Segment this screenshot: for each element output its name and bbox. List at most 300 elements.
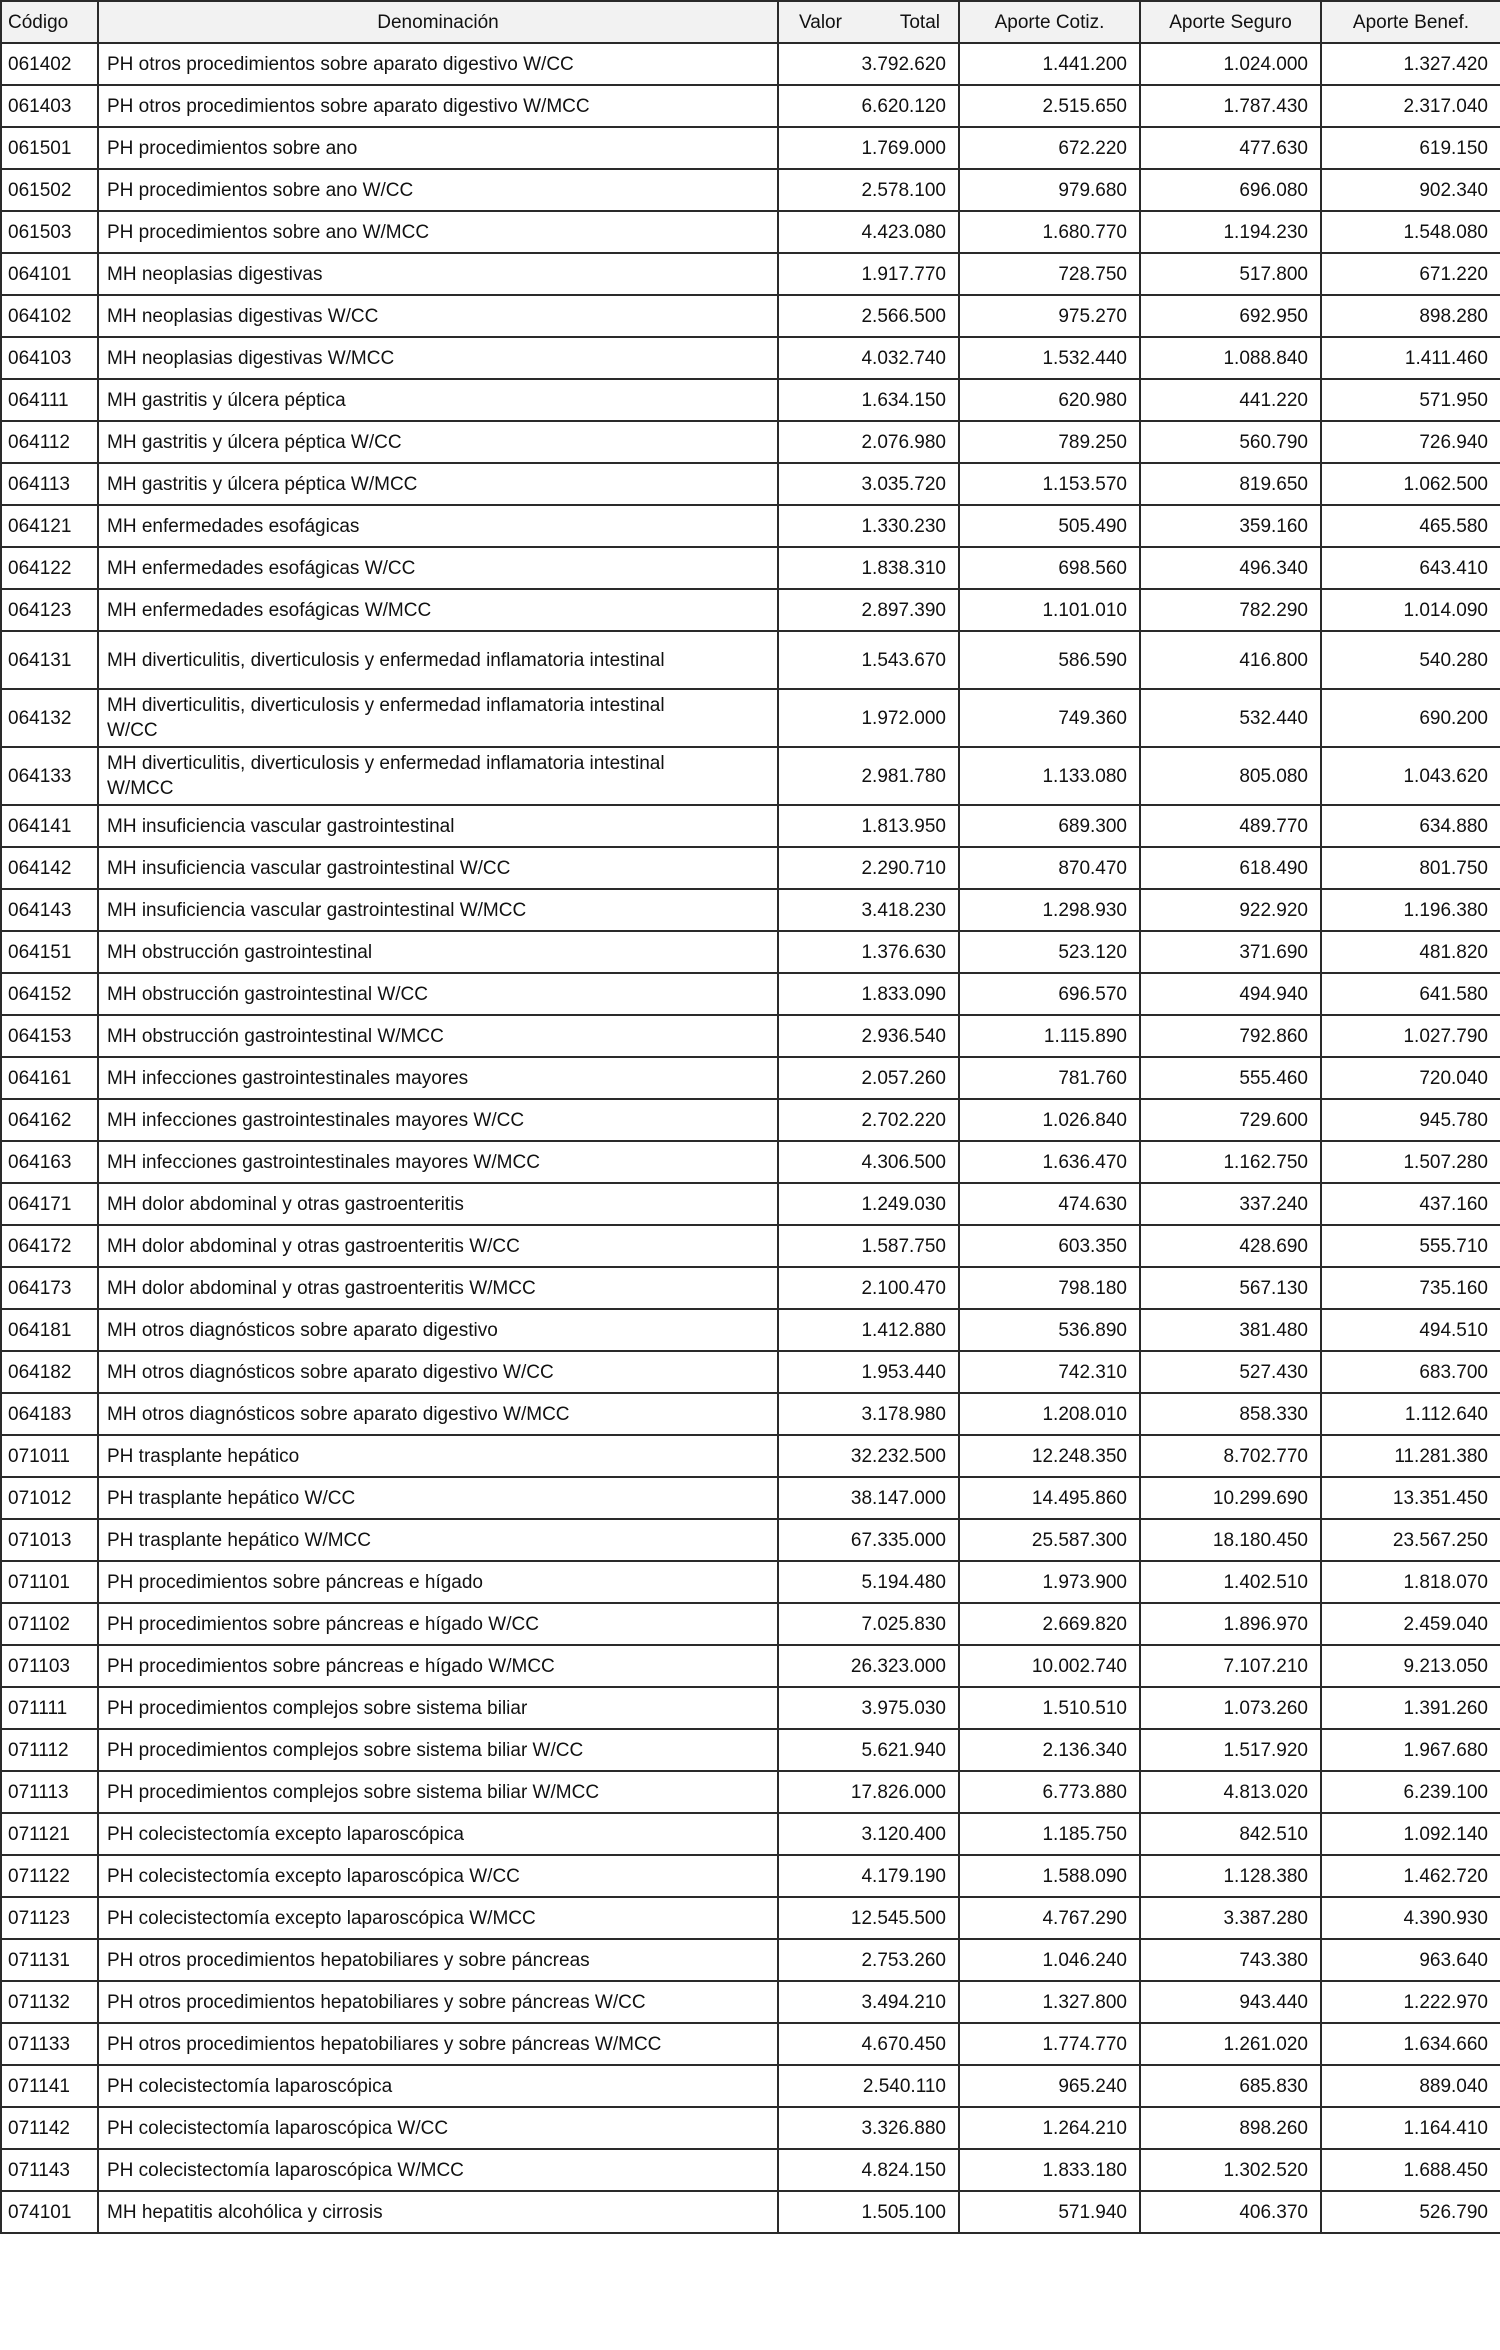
cell-name xyxy=(98,973,778,1015)
cell-seguro: 441.220 xyxy=(1140,379,1321,421)
cell-total: 2.936.540 xyxy=(778,1015,959,1057)
cell-name-text: MH neoplasias digestivas W/CC xyxy=(107,305,379,327)
cell-benef: 465.580 xyxy=(1321,505,1500,547)
cell-seguro: 381.480 xyxy=(1140,1309,1321,1351)
table-row xyxy=(1,805,1500,847)
cell-seguro: 805.080 xyxy=(1140,747,1321,805)
cell-cotiz: 742.310 xyxy=(959,1351,1140,1393)
table-row xyxy=(1,379,1500,421)
cell-benef: 1.507.280 xyxy=(1321,1141,1500,1183)
cell-seguro: 1.194.230 xyxy=(1140,211,1321,253)
cell-cotiz: 965.240 xyxy=(959,2065,1140,2107)
cell-cotiz: 1.101.010 xyxy=(959,589,1140,631)
cell-name xyxy=(98,2065,778,2107)
cell-cotiz: 870.470 xyxy=(959,847,1140,889)
cell-name xyxy=(98,1939,778,1981)
cell-seguro: 898.260 xyxy=(1140,2107,1321,2149)
cell-total: 3.035.720 xyxy=(778,463,959,505)
cell-cotiz: 781.760 xyxy=(959,1057,1140,1099)
cell-seguro: 477.630 xyxy=(1140,127,1321,169)
cell-total: 1.953.440 xyxy=(778,1351,959,1393)
cell-code: 071111 xyxy=(1,1687,98,1729)
table-row xyxy=(1,1939,1500,1981)
cell-name xyxy=(98,547,778,589)
cell-seguro: 527.430 xyxy=(1140,1351,1321,1393)
cell-total: 3.120.400 xyxy=(778,1813,959,1855)
cell-seguro: 1.787.430 xyxy=(1140,85,1321,127)
cell-name-text: PH procedimientos sobre páncreas e hígado xyxy=(107,1571,484,1593)
cell-seguro: 8.702.770 xyxy=(1140,1435,1321,1477)
cell-name-text: PH procedimientos complejos sobre sistema biliar W/CC xyxy=(107,1739,584,1761)
header-row xyxy=(1,1,1500,43)
header-benef: Aporte Benef. xyxy=(1321,1,1500,43)
cell-name-text: PH colecistectomía laparoscópica W/MCC xyxy=(107,2159,464,2181)
cell-name xyxy=(98,295,778,337)
cell-code: 071131 xyxy=(1,1939,98,1981)
cell-name xyxy=(98,1645,778,1687)
cell-name xyxy=(98,1561,778,1603)
cell-total: 4.824.150 xyxy=(778,2149,959,2191)
cell-name-text: PH trasplante hepático xyxy=(107,1445,300,1467)
cell-benef: 690.200 xyxy=(1321,689,1500,747)
table-body xyxy=(1,43,1500,2233)
cell-cotiz: 672.220 xyxy=(959,127,1140,169)
cell-seguro: 1.024.000 xyxy=(1140,43,1321,85)
cell-name-text: MH diverticulitis, diverticulosis y enfermedad inflamatoria intestinal W/MCC xyxy=(107,753,665,799)
cell-benef: 571.950 xyxy=(1321,379,1500,421)
cell-name xyxy=(98,337,778,379)
table-row xyxy=(1,1729,1500,1771)
cell-cotiz: 1.680.770 xyxy=(959,211,1140,253)
cell-code: 064103 xyxy=(1,337,98,379)
cell-cotiz: 689.300 xyxy=(959,805,1140,847)
table-row xyxy=(1,631,1500,689)
cell-seguro: 1.896.970 xyxy=(1140,1603,1321,1645)
cell-seguro: 858.330 xyxy=(1140,1393,1321,1435)
cell-benef: 1.196.380 xyxy=(1321,889,1500,931)
cell-code: 071012 xyxy=(1,1477,98,1519)
cell-name-text: MH gastritis y úlcera péptica xyxy=(107,389,346,411)
cell-name xyxy=(98,2191,778,2233)
cell-cotiz: 1.973.900 xyxy=(959,1561,1140,1603)
cell-total: 1.833.090 xyxy=(778,973,959,1015)
cell-code: 071103 xyxy=(1,1645,98,1687)
cell-cotiz: 1.833.180 xyxy=(959,2149,1140,2191)
cell-total: 26.323.000 xyxy=(778,1645,959,1687)
cell-code: 071133 xyxy=(1,2023,98,2065)
cell-benef: 619.150 xyxy=(1321,127,1500,169)
cell-name-text: PH procedimientos sobre ano W/MCC xyxy=(107,221,430,243)
cell-benef: 1.967.680 xyxy=(1321,1729,1500,1771)
cell-code: 064162 xyxy=(1,1099,98,1141)
cell-total: 2.702.220 xyxy=(778,1099,959,1141)
cell-code: 061503 xyxy=(1,211,98,253)
cell-name-text: MH insuficiencia vascular gastrointestinal W/CC xyxy=(107,857,511,879)
cell-total: 1.376.630 xyxy=(778,931,959,973)
cell-cotiz: 749.360 xyxy=(959,689,1140,747)
cell-total: 2.753.260 xyxy=(778,1939,959,1981)
cell-name xyxy=(98,2023,778,2065)
cell-code: 064142 xyxy=(1,847,98,889)
cell-name-text: MH obstrucción gastrointestinal xyxy=(107,941,373,963)
table-row xyxy=(1,85,1500,127)
cell-benef: 1.014.090 xyxy=(1321,589,1500,631)
header-seguro: Aporte Seguro xyxy=(1140,1,1321,43)
cell-name-text: PH colecistectomía laparoscópica W/CC xyxy=(107,2117,449,2139)
cell-name-text: PH otros procedimientos hepatobiliares y sobre páncreas xyxy=(107,1949,590,1971)
cell-name-text: MH neoplasias digestivas xyxy=(107,263,323,285)
cell-total: 4.670.450 xyxy=(778,2023,959,2065)
cell-name-text: PH procedimientos sobre páncreas e hígado W/MCC xyxy=(107,1655,555,1677)
cell-total: 17.826.000 xyxy=(778,1771,959,1813)
cell-name-text: MH otros diagnósticos sobre aparato digestivo W/CC xyxy=(107,1361,554,1383)
header-total xyxy=(778,1,959,43)
cell-benef: 4.390.930 xyxy=(1321,1897,1500,1939)
cell-benef: 1.043.620 xyxy=(1321,747,1500,805)
cell-name xyxy=(98,1687,778,1729)
cell-total: 2.578.100 xyxy=(778,169,959,211)
cell-name-text: MH obstrucción gastrointestinal W/CC xyxy=(107,983,428,1005)
cell-cotiz: 1.327.800 xyxy=(959,1981,1140,2023)
cell-cotiz: 523.120 xyxy=(959,931,1140,973)
cell-code: 071132 xyxy=(1,1981,98,2023)
table-row xyxy=(1,689,1500,747)
table-row xyxy=(1,43,1500,85)
table-row xyxy=(1,1603,1500,1645)
cell-total: 2.076.980 xyxy=(778,421,959,463)
cell-seguro: 1.088.840 xyxy=(1140,337,1321,379)
cell-code: 064101 xyxy=(1,253,98,295)
cell-total: 3.326.880 xyxy=(778,2107,959,2149)
table-row xyxy=(1,973,1500,1015)
cell-name xyxy=(98,805,778,847)
cell-seguro: 4.813.020 xyxy=(1140,1771,1321,1813)
cell-code: 071121 xyxy=(1,1813,98,1855)
cell-benef: 526.790 xyxy=(1321,2191,1500,2233)
cell-code: 064122 xyxy=(1,547,98,589)
cell-code: 064151 xyxy=(1,931,98,973)
cell-total: 1.330.230 xyxy=(778,505,959,547)
cell-total: 2.290.710 xyxy=(778,847,959,889)
cell-seguro: 7.107.210 xyxy=(1140,1645,1321,1687)
cell-name xyxy=(98,689,778,747)
cell-name-text: PH colecistectomía excepto laparoscópica xyxy=(107,1823,464,1845)
cell-cotiz: 14.495.860 xyxy=(959,1477,1140,1519)
table-row xyxy=(1,1771,1500,1813)
cell-name-text: MH infecciones gastrointestinales mayores W/CC xyxy=(107,1109,525,1131)
cell-name xyxy=(98,1351,778,1393)
cell-code: 071122 xyxy=(1,1855,98,1897)
cell-cotiz: 789.250 xyxy=(959,421,1140,463)
table-row xyxy=(1,1225,1500,1267)
cell-cotiz: 979.680 xyxy=(959,169,1140,211)
cell-cotiz: 2.136.340 xyxy=(959,1729,1140,1771)
cell-benef: 720.040 xyxy=(1321,1057,1500,1099)
cell-benef: 555.710 xyxy=(1321,1225,1500,1267)
cell-benef: 494.510 xyxy=(1321,1309,1500,1351)
cell-code: 064141 xyxy=(1,805,98,847)
cell-name xyxy=(98,847,778,889)
cell-code: 064123 xyxy=(1,589,98,631)
cell-cotiz: 1.532.440 xyxy=(959,337,1140,379)
cell-seguro: 496.340 xyxy=(1140,547,1321,589)
cell-benef: 898.280 xyxy=(1321,295,1500,337)
header-code: Código xyxy=(1,1,98,43)
cell-benef: 13.351.450 xyxy=(1321,1477,1500,1519)
cell-code: 064121 xyxy=(1,505,98,547)
cell-code: 061403 xyxy=(1,85,98,127)
cell-benef: 2.459.040 xyxy=(1321,1603,1500,1645)
table-row xyxy=(1,1099,1500,1141)
table-row xyxy=(1,1435,1500,1477)
cell-benef: 540.280 xyxy=(1321,631,1500,689)
cell-name-text: MH insuficiencia vascular gastrointestinal W/MCC xyxy=(107,899,527,921)
cell-seguro: 494.940 xyxy=(1140,973,1321,1015)
cell-seguro: 428.690 xyxy=(1140,1225,1321,1267)
cell-cotiz: 698.560 xyxy=(959,547,1140,589)
table-row xyxy=(1,211,1500,253)
cell-name xyxy=(98,505,778,547)
table-row xyxy=(1,1477,1500,1519)
table-row xyxy=(1,589,1500,631)
cell-name xyxy=(98,1015,778,1057)
table-header xyxy=(1,1,1500,43)
cell-code: 064131 xyxy=(1,631,98,689)
table-row xyxy=(1,1687,1500,1729)
cell-benef: 945.780 xyxy=(1321,1099,1500,1141)
cell-name-text: PH otros procedimientos sobre aparato digestivo W/CC xyxy=(107,53,574,75)
cell-name-text: MH diverticulitis, diverticulosis y enfermedad inflamatoria intestinal W/CC xyxy=(107,695,665,741)
cell-name-text: MH infecciones gastrointestinales mayores xyxy=(107,1067,469,1089)
cell-benef: 902.340 xyxy=(1321,169,1500,211)
cell-total: 1.634.150 xyxy=(778,379,959,421)
cell-seguro: 782.290 xyxy=(1140,589,1321,631)
cell-code: 061502 xyxy=(1,169,98,211)
cell-total: 32.232.500 xyxy=(778,1435,959,1477)
table-row xyxy=(1,1897,1500,1939)
cell-benef: 671.220 xyxy=(1321,253,1500,295)
cell-benef: 1.688.450 xyxy=(1321,2149,1500,2191)
cell-cotiz: 586.590 xyxy=(959,631,1140,689)
cell-benef: 2.317.040 xyxy=(1321,85,1500,127)
cell-benef: 735.160 xyxy=(1321,1267,1500,1309)
cell-total: 1.813.950 xyxy=(778,805,959,847)
table-row xyxy=(1,421,1500,463)
cell-cotiz: 728.750 xyxy=(959,253,1140,295)
cell-code: 064183 xyxy=(1,1393,98,1435)
cell-seguro: 792.860 xyxy=(1140,1015,1321,1057)
cell-code: 064171 xyxy=(1,1183,98,1225)
cell-code: 071102 xyxy=(1,1603,98,1645)
cell-seguro: 1.402.510 xyxy=(1140,1561,1321,1603)
cell-benef: 889.040 xyxy=(1321,2065,1500,2107)
cell-name xyxy=(98,2149,778,2191)
cell-seguro: 371.690 xyxy=(1140,931,1321,973)
cell-name xyxy=(98,211,778,253)
cell-code: 061501 xyxy=(1,127,98,169)
cell-name-text: PH procedimientos sobre páncreas e hígado W/CC xyxy=(107,1613,539,1635)
cell-name xyxy=(98,1309,778,1351)
cell-cotiz: 2.515.650 xyxy=(959,85,1140,127)
cell-name xyxy=(98,85,778,127)
table-row xyxy=(1,505,1500,547)
cell-name xyxy=(98,1141,778,1183)
cell-name-text: MH neoplasias digestivas W/MCC xyxy=(107,347,395,369)
table-row xyxy=(1,337,1500,379)
cell-benef: 9.213.050 xyxy=(1321,1645,1500,1687)
cell-name-text: PH procedimientos sobre ano W/CC xyxy=(107,179,414,201)
cell-name-text: MH otros diagnósticos sobre aparato digestivo W/MCC xyxy=(107,1403,570,1425)
cell-name-text: PH procedimientos complejos sobre sistema biliar xyxy=(107,1697,528,1719)
cell-seguro: 685.830 xyxy=(1140,2065,1321,2107)
table-row xyxy=(1,1981,1500,2023)
cell-cotiz: 1.441.200 xyxy=(959,43,1140,85)
cell-name xyxy=(98,1435,778,1477)
table-row xyxy=(1,1855,1500,1897)
cell-code: 064113 xyxy=(1,463,98,505)
cell-name xyxy=(98,1099,778,1141)
cell-name-text: MH gastritis y úlcera péptica W/CC xyxy=(107,431,402,453)
cell-seguro: 517.800 xyxy=(1140,253,1321,295)
cell-cotiz: 798.180 xyxy=(959,1267,1140,1309)
cell-cotiz: 474.630 xyxy=(959,1183,1140,1225)
cell-name-text: MH obstrucción gastrointestinal W/MCC xyxy=(107,1025,444,1047)
cell-name-text: MH hepatitis alcohólica y cirrosis xyxy=(107,2201,383,2223)
cell-code: 071011 xyxy=(1,1435,98,1477)
cell-total: 1.838.310 xyxy=(778,547,959,589)
cell-total: 3.494.210 xyxy=(778,1981,959,2023)
cell-benef: 963.640 xyxy=(1321,1939,1500,1981)
cell-seguro: 3.387.280 xyxy=(1140,1897,1321,1939)
cell-cotiz: 603.350 xyxy=(959,1225,1140,1267)
cell-benef: 6.239.100 xyxy=(1321,1771,1500,1813)
table-row xyxy=(1,463,1500,505)
cell-code: 064133 xyxy=(1,747,98,805)
cell-total: 3.178.980 xyxy=(778,1393,959,1435)
cell-seguro: 1.128.380 xyxy=(1140,1855,1321,1897)
cell-seguro: 842.510 xyxy=(1140,1813,1321,1855)
cell-code: 064143 xyxy=(1,889,98,931)
cell-name-text: MH insuficiencia vascular gastrointestinal xyxy=(107,815,455,837)
cell-total: 6.620.120 xyxy=(778,85,959,127)
cell-benef: 1.634.660 xyxy=(1321,2023,1500,2065)
cell-seguro: 696.080 xyxy=(1140,169,1321,211)
cell-name-text: PH trasplante hepático W/MCC xyxy=(107,1529,371,1551)
cell-code: 064181 xyxy=(1,1309,98,1351)
cell-cotiz: 1.264.210 xyxy=(959,2107,1140,2149)
cell-name xyxy=(98,747,778,805)
cell-name-text: MH enfermedades esofágicas W/CC xyxy=(107,557,416,579)
cell-name-text: MH otros diagnósticos sobre aparato digestivo xyxy=(107,1319,498,1341)
table-row xyxy=(1,847,1500,889)
cell-seguro: 1.073.260 xyxy=(1140,1687,1321,1729)
table-row xyxy=(1,1057,1500,1099)
cell-name-text: PH colecistectomía excepto laparoscópica W/MCC xyxy=(107,1907,536,1929)
cell-cotiz: 4.767.290 xyxy=(959,1897,1140,1939)
cell-name xyxy=(98,1771,778,1813)
cell-seguro: 18.180.450 xyxy=(1140,1519,1321,1561)
cell-benef: 1.391.260 xyxy=(1321,1687,1500,1729)
cell-total: 2.566.500 xyxy=(778,295,959,337)
cell-code: 074101 xyxy=(1,2191,98,2233)
cell-total: 3.975.030 xyxy=(778,1687,959,1729)
cell-seguro: 692.950 xyxy=(1140,295,1321,337)
cell-benef: 1.411.460 xyxy=(1321,337,1500,379)
table-row xyxy=(1,1267,1500,1309)
cell-cotiz: 1.185.750 xyxy=(959,1813,1140,1855)
cell-name xyxy=(98,379,778,421)
cell-code: 071143 xyxy=(1,2149,98,2191)
cell-cotiz: 1.046.240 xyxy=(959,1939,1140,1981)
cell-total: 4.179.190 xyxy=(778,1855,959,1897)
table-row xyxy=(1,1141,1500,1183)
cell-code: 071113 xyxy=(1,1771,98,1813)
cell-code: 064163 xyxy=(1,1141,98,1183)
cell-cotiz: 1.208.010 xyxy=(959,1393,1140,1435)
cell-benef: 437.160 xyxy=(1321,1183,1500,1225)
cell-cotiz: 6.773.880 xyxy=(959,1771,1140,1813)
table-row xyxy=(1,253,1500,295)
cell-cotiz: 1.510.510 xyxy=(959,1687,1140,1729)
cell-benef: 1.062.500 xyxy=(1321,463,1500,505)
cell-code: 064153 xyxy=(1,1015,98,1057)
cell-name xyxy=(98,1519,778,1561)
cell-code: 064152 xyxy=(1,973,98,1015)
cell-cotiz: 505.490 xyxy=(959,505,1140,547)
cell-seguro: 1.162.750 xyxy=(1140,1141,1321,1183)
table-row xyxy=(1,127,1500,169)
cell-code: 064132 xyxy=(1,689,98,747)
cell-name xyxy=(98,1981,778,2023)
cell-total: 2.100.470 xyxy=(778,1267,959,1309)
cell-total: 2.981.780 xyxy=(778,747,959,805)
cell-seguro: 922.920 xyxy=(1140,889,1321,931)
cell-seguro: 489.770 xyxy=(1140,805,1321,847)
cell-total: 1.412.880 xyxy=(778,1309,959,1351)
cell-name xyxy=(98,169,778,211)
cell-benef: 23.567.250 xyxy=(1321,1519,1500,1561)
cell-name-text: MH gastritis y úlcera péptica W/MCC xyxy=(107,473,418,495)
cell-total: 38.147.000 xyxy=(778,1477,959,1519)
cell-total: 67.335.000 xyxy=(778,1519,959,1561)
cell-name xyxy=(98,889,778,931)
cell-name-text: PH colecistectomía excepto laparoscópica W/CC xyxy=(107,1865,520,1887)
table-row xyxy=(1,1645,1500,1687)
cell-name xyxy=(98,253,778,295)
cell-name xyxy=(98,1057,778,1099)
cell-total: 3.792.620 xyxy=(778,43,959,85)
cell-name-text: PH otros procedimientos sobre aparato digestivo W/MCC xyxy=(107,95,590,117)
cell-cotiz: 12.248.350 xyxy=(959,1435,1140,1477)
cell-seguro: 743.380 xyxy=(1140,1939,1321,1981)
table-row xyxy=(1,747,1500,805)
cell-seguro: 560.790 xyxy=(1140,421,1321,463)
cell-benef: 634.880 xyxy=(1321,805,1500,847)
cell-seguro: 1.517.920 xyxy=(1140,1729,1321,1771)
cell-name-text: PH procedimientos sobre ano xyxy=(107,137,358,159)
table-row xyxy=(1,2149,1500,2191)
table-row xyxy=(1,1183,1500,1225)
cell-total: 1.543.670 xyxy=(778,631,959,689)
cell-cotiz: 10.002.740 xyxy=(959,1645,1140,1687)
cell-name xyxy=(98,1813,778,1855)
cell-total: 7.025.830 xyxy=(778,1603,959,1645)
cell-total: 2.897.390 xyxy=(778,589,959,631)
cell-name-text: MH enfermedades esofágicas xyxy=(107,515,360,537)
cell-seguro: 1.261.020 xyxy=(1140,2023,1321,2065)
cell-total: 2.540.110 xyxy=(778,2065,959,2107)
cell-code: 064173 xyxy=(1,1267,98,1309)
